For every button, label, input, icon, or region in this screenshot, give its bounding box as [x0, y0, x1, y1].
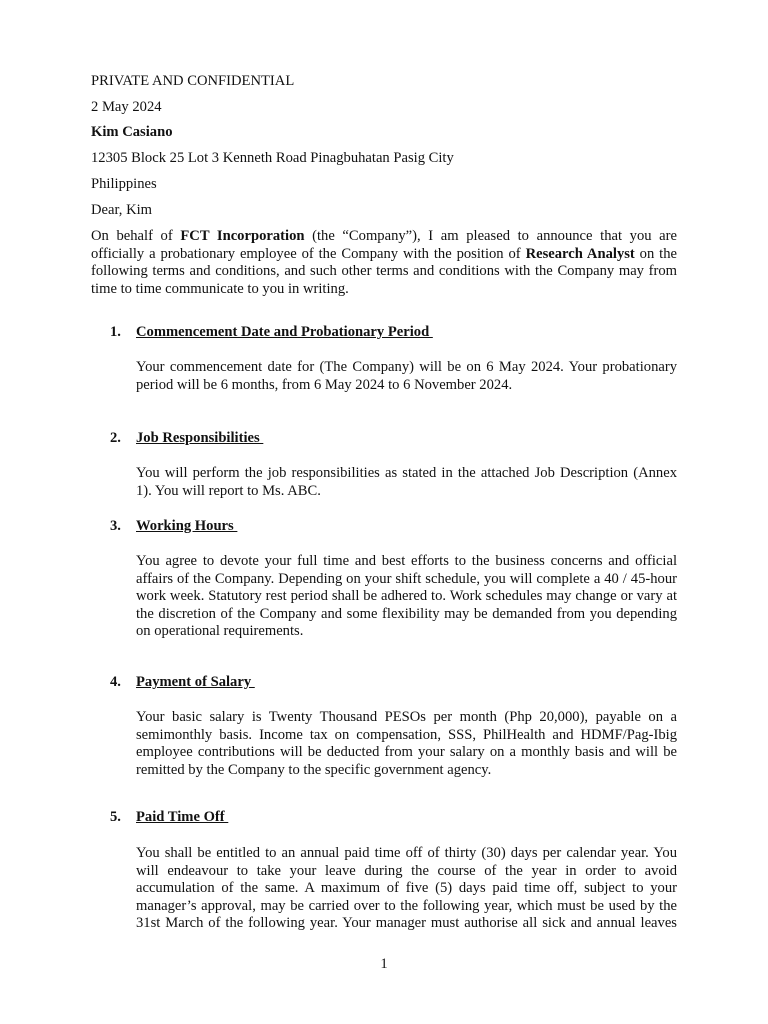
intro-text-3: on the following terms and conditions, and such other terms and conditions with the Company may from time to time communicate to you in writing.: [91, 245, 677, 297]
section-body: Your commencement date for (The Company) will be on 6 May 2024. Your probationary period will be 6 months, from 6 May 2024 to 6 November 2024.: [136, 359, 677, 393]
recipient-name: Kim Casiano: [91, 124, 173, 140]
section-number: 5.: [110, 809, 121, 825]
company-name: FCT Incorporation: [180, 228, 305, 244]
section-number: 4.: [110, 674, 121, 690]
section-number: 3.: [110, 518, 121, 534]
letter-date: 2 May 2024: [91, 99, 162, 115]
salutation: Dear, Kim: [91, 202, 153, 218]
section-title: Payment of Salary: [136, 674, 255, 690]
section-title: Job Responsibilities: [136, 430, 264, 446]
page-number: 1: [380, 956, 388, 972]
section-title: Commencement Date and Probationary Period: [136, 324, 433, 340]
section-body: You agree to devote your full time and best efforts to the business concerns and official affairs of the Company. Depending on your shift schedule, you will complete a 40 / 45-hour work week. Statutory rest period shall be adhered to. Work schedules may change or vary at the discretion of the Company and some flexibility may be demanded from you depending on operational requirements.: [136, 553, 677, 639]
confidential-label: PRIVATE AND CONFIDENTIAL: [91, 73, 295, 89]
section-title: Working Hours: [136, 518, 238, 534]
intro-paragraph: [91, 228, 677, 298]
section-number: 2.: [110, 430, 121, 446]
position-title: Research Analyst: [525, 245, 635, 262]
intro-text-1: On behalf of: [91, 228, 181, 244]
section-number: 1.: [110, 324, 121, 340]
section-body: You shall be entitled to an annual paid time off of thirty (30) days per calendar year. You will endeavour to take your leave during the course of the year in order to avoid accumulation of the same. A maximum of five (5) days paid time off, subject to your manager’s approval, may be carried over to the following year, which must be used by the 31st March of the following year. Your manager must authorise all sick and annual leaves: [136, 845, 677, 931]
recipient-address: 12305 Block 25 Lot 3 Kenneth Road Pinagbuhatan Pasig City: [91, 150, 454, 166]
recipient-country: Philippines: [91, 176, 157, 192]
intro-text-2: (the “Company”), I am pleased to announce that you are officially a probationary employee of the Company with the position of: [91, 228, 677, 262]
section-body: Your basic salary is Twenty Thousand PESOs per month (Php 20,000), payable on a semimonthly basis. Income tax on compensation, SSS, PhilHealth and HDMF/Pag-Ibig employee contributions will be deducted from your salary on a monthly basis and will be remitted by the Company to the specific government agency.: [136, 709, 677, 778]
section-title: Paid Time Off: [136, 809, 229, 825]
section-body: You will perform the job responsibilities as stated in the attached Job Description (Annex 1). You will report to Ms. ABC.: [136, 465, 677, 499]
recipient-name-line: [91, 124, 173, 142]
